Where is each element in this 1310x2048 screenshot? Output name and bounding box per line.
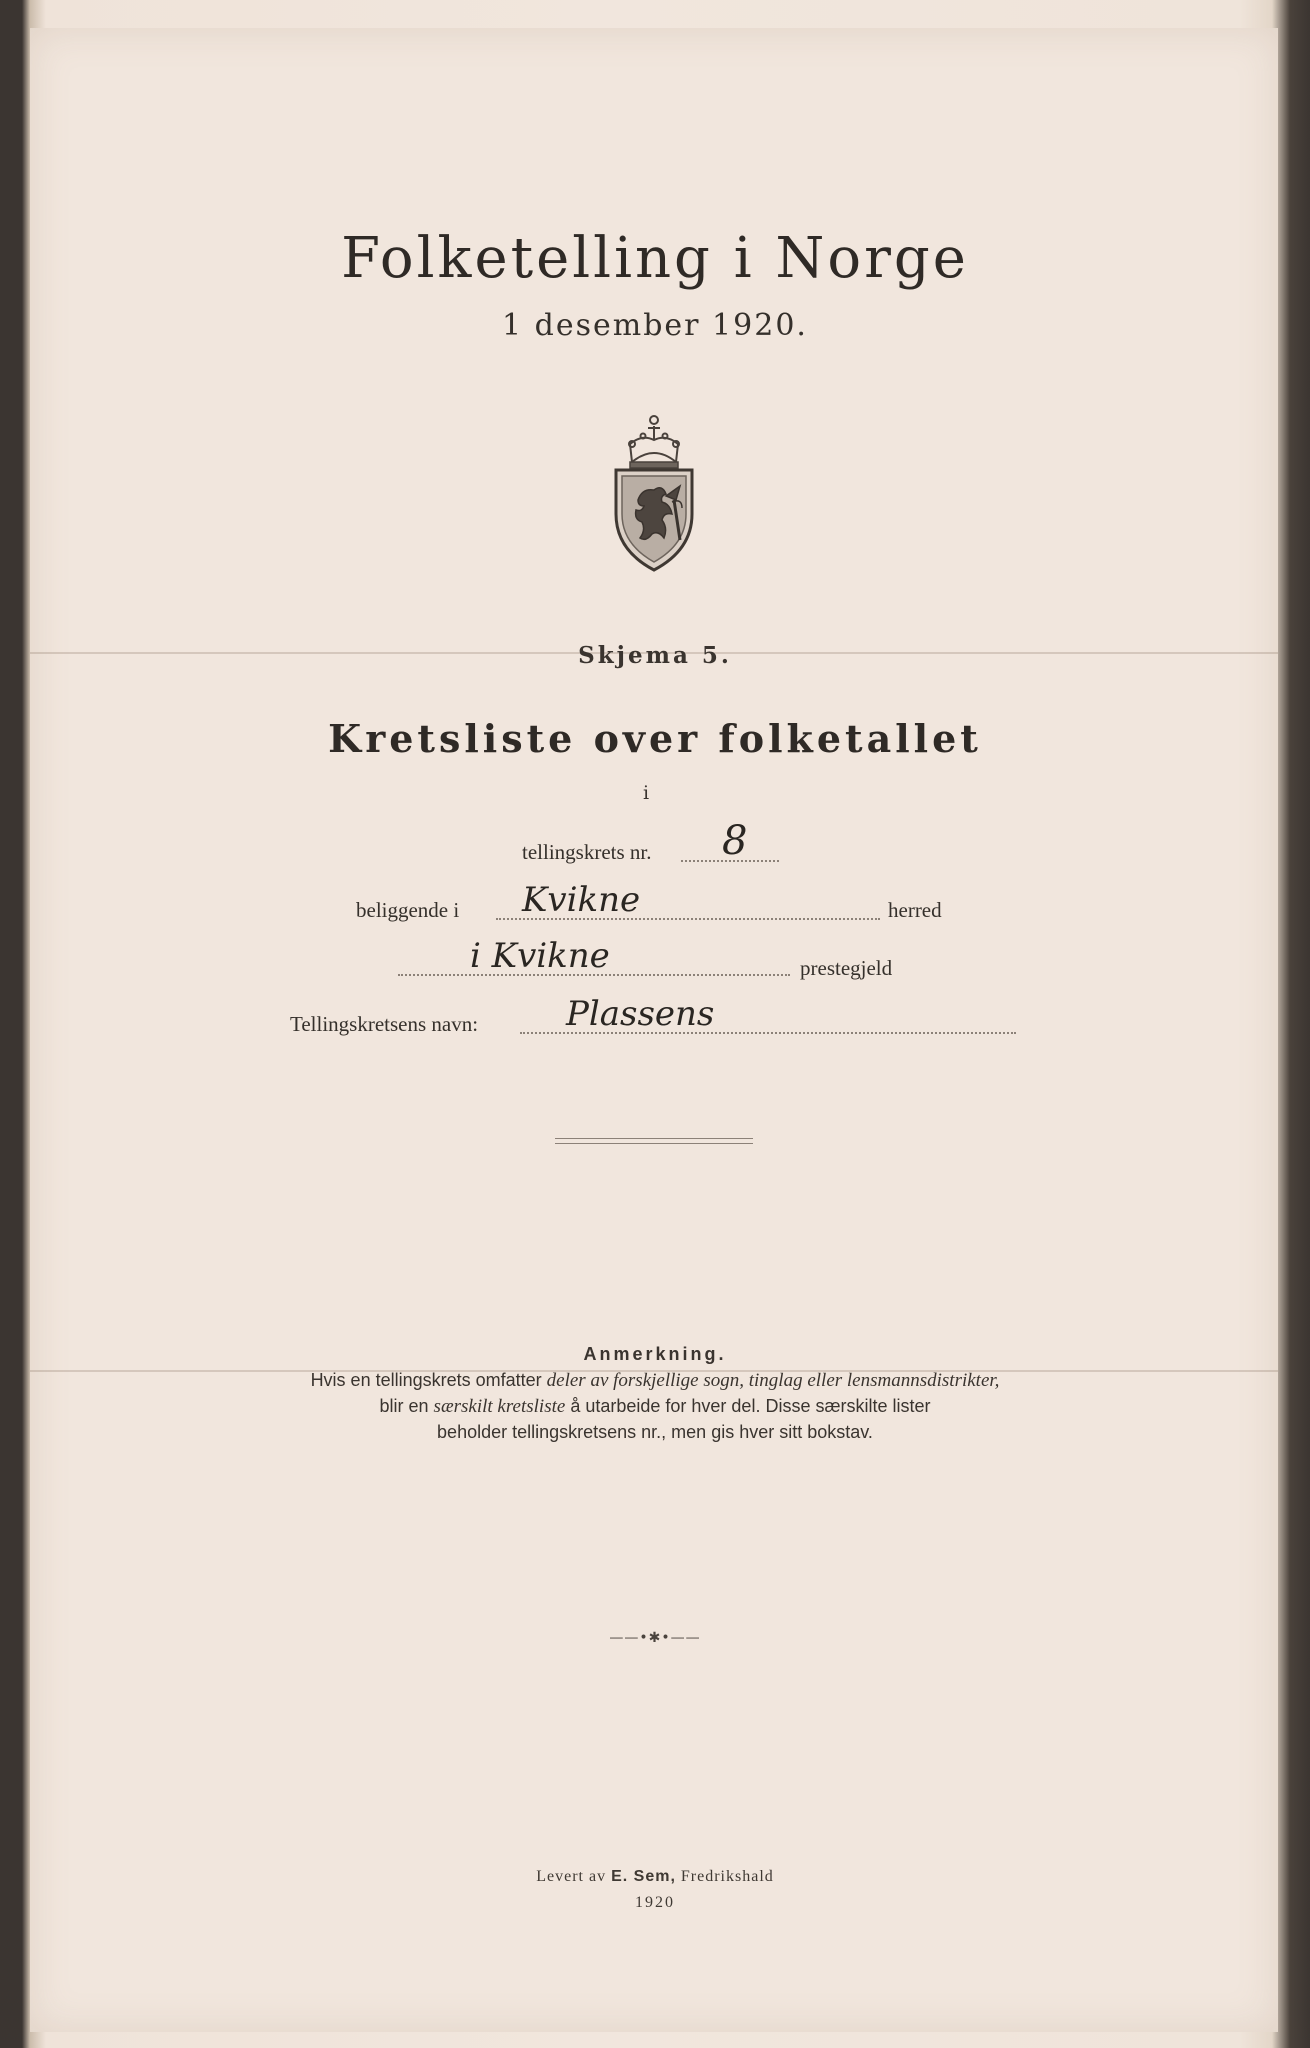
prestegjeld-label: prestegjeld: [800, 956, 893, 980]
page-title: Folketelling i Norge: [341, 226, 969, 291]
note-line-2-text-a: blir en: [379, 1396, 434, 1416]
note-line-1: [0, 1370, 1310, 1392]
krets-number-label: tellingskrets nr.: [522, 840, 652, 864]
note-title: Anmerkning.: [583, 1344, 727, 1364]
printer-credit: [0, 1868, 1310, 1886]
district-name-label: Tellingskretsens navn:: [290, 1012, 479, 1036]
prestegjeld-value: i Kvikne: [470, 936, 610, 976]
ornament-divider: ——•✱•——: [609, 1630, 701, 1646]
norwegian-coat-of-arms-icon: [602, 404, 706, 574]
district-name-value: Plassens: [566, 994, 715, 1034]
section-divider: [555, 1138, 753, 1144]
note-line-3: beholder tellingskretsens nr., men gis hver sitt bokstav.: [437, 1422, 873, 1442]
herred-value: Kvikne: [522, 880, 641, 920]
note-line-1-emphasis: deler av forskjellige sogn, tinglag eller lensmannsdistrikter,: [546, 1370, 1000, 1391]
printer-place: Fredrikshald: [675, 1868, 774, 1885]
list-heading: Kretsliste over folketallet: [328, 716, 982, 761]
note-line-2: [0, 1396, 1310, 1418]
krets-number-value: 8: [722, 818, 748, 864]
located-in-label: beliggende i: [356, 898, 460, 922]
printer-name: E. Sem,: [611, 1868, 676, 1885]
herred-label: herred: [888, 898, 942, 922]
printer-year: 1920: [635, 1894, 675, 1911]
schema-number: Skjema 5.: [578, 642, 732, 669]
census-date: 1 desember 1920.: [502, 308, 808, 343]
note-line-2-text-c: å utarbeide for hver del. Disse særskilte lister: [565, 1396, 931, 1416]
note-line-2-emphasis: særskilt kretsliste: [433, 1396, 566, 1417]
printer-prefix: Levert av: [536, 1868, 612, 1885]
preposition-label: i: [643, 782, 650, 804]
note-line-1-text: Hvis en tellingskrets omfatter: [310, 1370, 547, 1390]
